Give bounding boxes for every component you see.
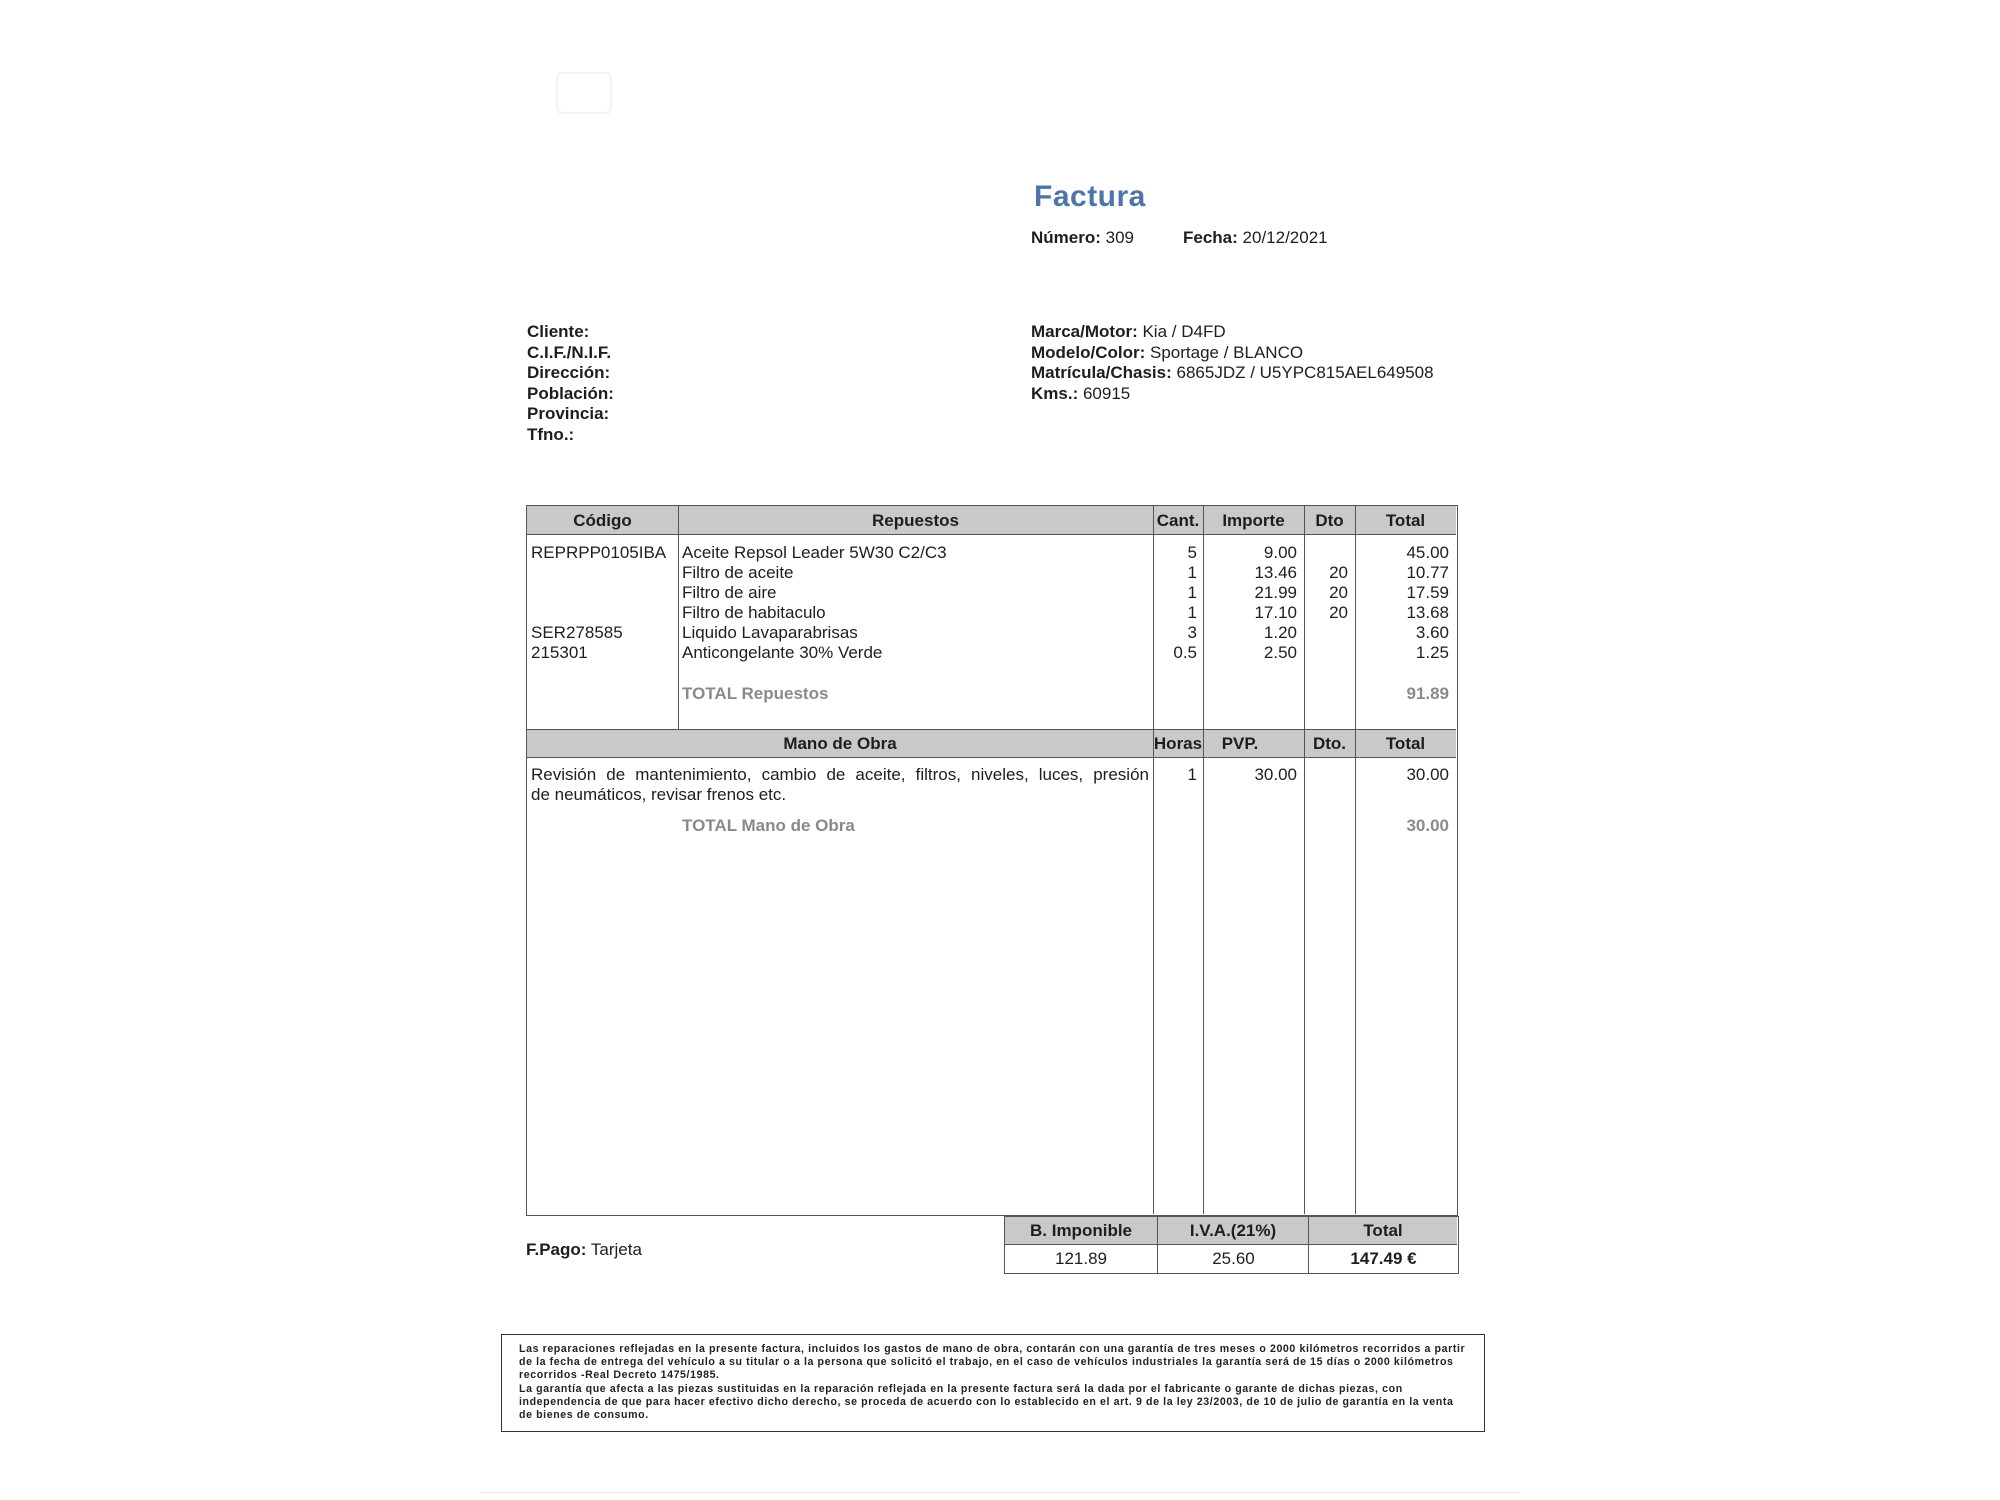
labor-pvp: 30.00 (1254, 765, 1297, 784)
col-dto: Dto (1315, 511, 1344, 530)
vehicle-plate: Matrícula/Chasis: 6865JDZ / U5YPC815AEL649508 (1031, 363, 1434, 382)
totals-box (1004, 1216, 1459, 1274)
payment-method: F.Pago: Tarjeta (526, 1240, 642, 1259)
vehicle-block (1031, 322, 1434, 404)
col-divider (678, 506, 679, 729)
warranty-paragraph: Las reparaciones reflejadas en la presente factura, incluidos los gastos de mano de obra, contarán con una garantía de tres meses o 2000 kilómetros recorridos a partir de la fecha de entrega del vehículo a su titular o a la persona que solicitó el trabajo, en el caso de vehículos industriales la garantía será de 15 días o 2000 kilómetros recorridos -Real Decreto 1475/1985. (519, 1343, 1466, 1382)
labor-total-label: TOTAL Mano de Obra (682, 816, 855, 835)
invoice-date: Fecha: 20/12/2021 (1183, 228, 1328, 247)
address-label: Dirección: (527, 363, 611, 382)
col-pvp: PVP. (1221, 734, 1259, 753)
client-label: Cliente: (527, 322, 590, 341)
parts-total-label: TOTAL Repuestos (682, 684, 829, 703)
client-block (527, 322, 614, 445)
cif-label: C.I.F./N.I.F. (527, 342, 612, 362)
page-bottom-divider (480, 1492, 1520, 1493)
col-dto-labor: Dto. (1312, 734, 1347, 753)
labor-desc-line2: de neumáticos, revisar frenos etc. (531, 785, 787, 804)
base-value: 121.89 (1055, 1249, 1107, 1268)
labor-total-value: 30.00 (1406, 816, 1449, 835)
invoice-number: Número: 309 (1031, 228, 1135, 247)
warranty-notice (501, 1334, 1485, 1432)
labor-desc-line1: Revisión de mantenimiento, cambio de aceite, filtros, niveles, luces, presión (531, 765, 1149, 784)
col-total: Total (1385, 511, 1426, 530)
col-mano-obra: Mano de Obra (783, 734, 897, 753)
col-importe: Importe (1222, 511, 1285, 530)
phone-label: Tfno.: (527, 424, 575, 444)
col-cant: Cant. (1156, 511, 1200, 530)
warranty-paragraph: La garantía que afecta a las piezas sustituidas en la reparación reflejada en la presente factura será la dada por el fabricante o garante de dichas piezas, con independencia de que para hacer efectivo dicho derecho, se proceda de acuerdo con lo establecido en el art. 9 de la ley 23/2003, de 10 de julio de garantía en la venta de bienes de consumo. (519, 1382, 1454, 1422)
town-label: Población: (527, 383, 614, 403)
vehicle-make: Marca/Motor: Kia / D4FD (1031, 322, 1226, 341)
labor-total: 30.00 (1406, 765, 1449, 784)
grand-total-value: 147.49 € (1308, 1245, 1458, 1273)
invoice-title: Factura (1034, 180, 1146, 213)
col-repuestos: Repuestos (872, 511, 959, 530)
invoice-table: Código Repuestos Cant. Importe Dto Total Mano de Obra Horas PVP. Dto. Total REPRPP0105IBA Aceite Repsol Leader 5W30 C2/C3 5 9.00 45.00 Filtro de aceite 1 13.46 20 10.77 Filtro de aire 1 21.99 20 17.59 Filtro de habitaculo 1 17.10 20 13.68 SER278585 Liquido Lavaparabrisas 3 1.20 3.60 215301 Anticongelante 30% Verde 0.5 2.50 1.25 TOTAL Repuestos 91.89 Revisión de mantenimiento, cambio de aceite, filtros, niveles, luces, presión de neumáticos, revisar frenos etc. 1 30.00 30.00 TOTAL Mano de Obra 30.00 (526, 505, 1458, 1216)
province-label: Provincia: (527, 404, 610, 423)
iva-value: 25.60 (1157, 1245, 1309, 1273)
faint-logo-mark (556, 72, 612, 114)
base-label: B. Imponible (1005, 1217, 1157, 1245)
parts-total-value: 91.89 (1406, 684, 1449, 703)
grand-total-label: Total (1308, 1217, 1457, 1245)
vehicle-model: Modelo/Color: Sportage / BLANCO (1031, 342, 1304, 362)
col-total-labor: Total (1385, 734, 1426, 753)
vehicle-kms: Kms.: 60915 (1031, 383, 1131, 403)
iva-label: I.V.A.(21%) (1157, 1217, 1308, 1245)
labor-hours: 1 (1187, 765, 1197, 784)
col-horas: Horas (1153, 734, 1203, 753)
col-codigo: Código (573, 511, 632, 530)
